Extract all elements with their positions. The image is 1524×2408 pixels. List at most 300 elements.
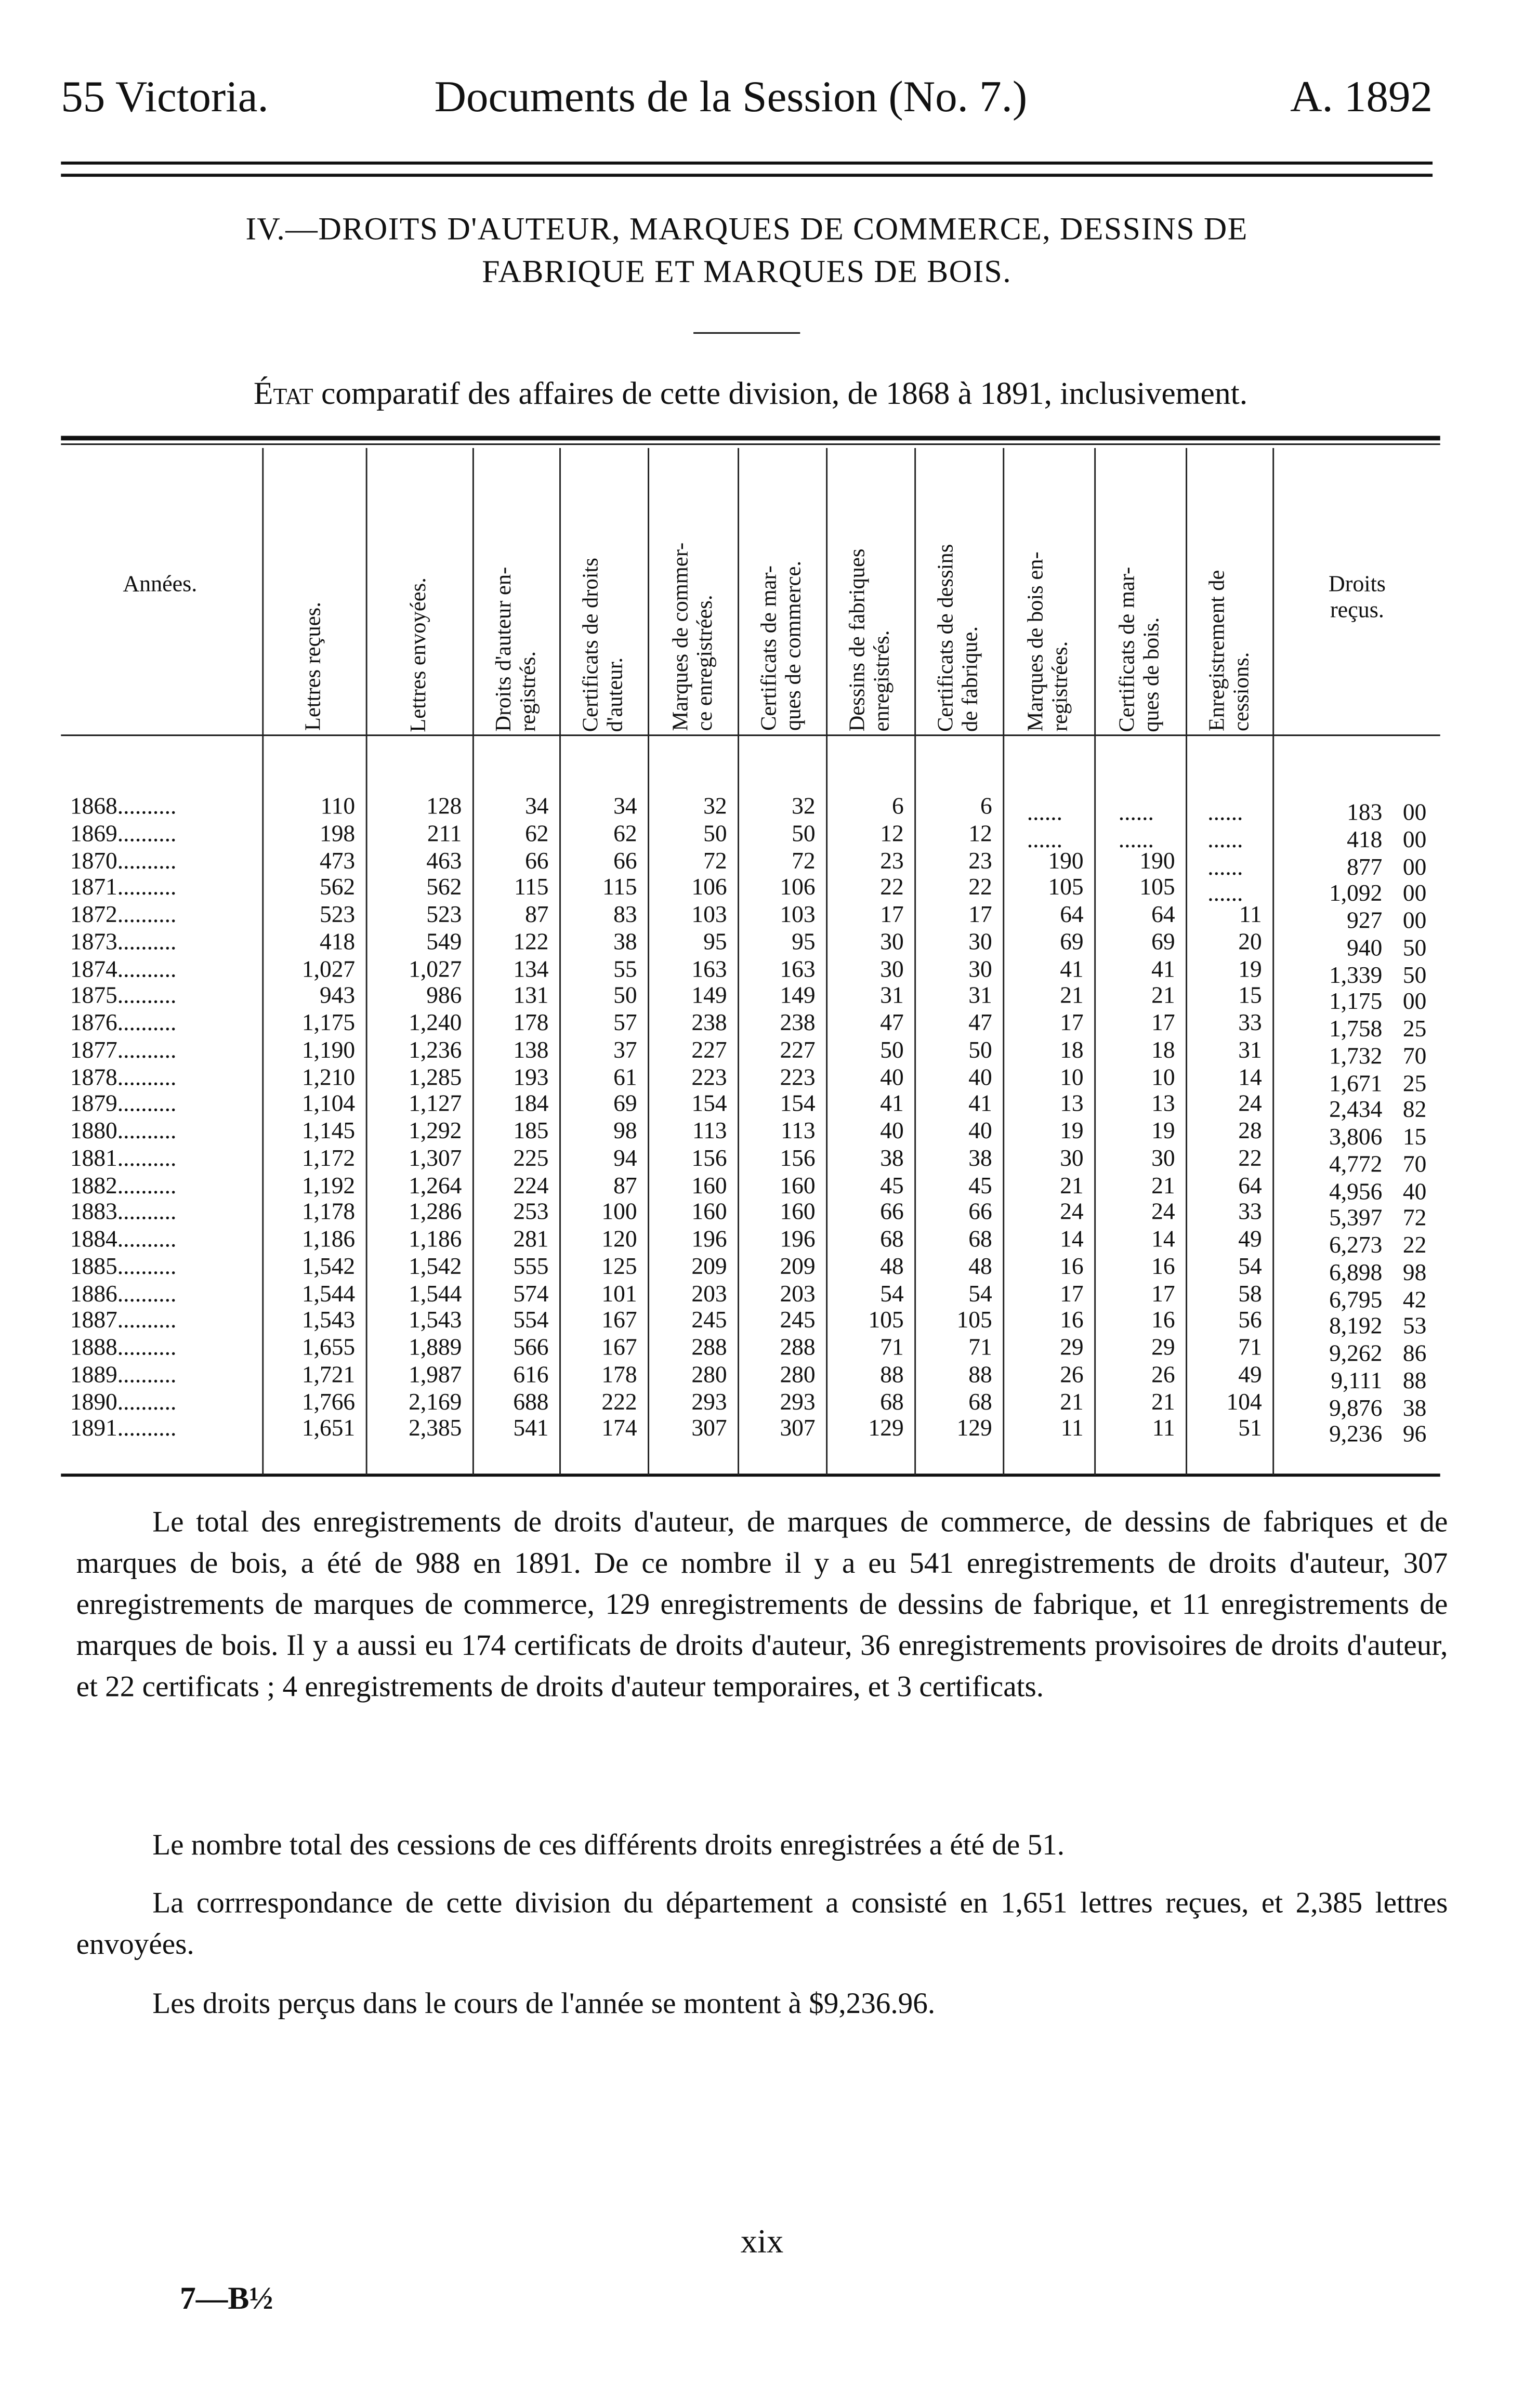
value-cell: 178 [513, 1010, 549, 1036]
fees-cents: 72 [1402, 1205, 1427, 1232]
value-cell: 41 [1060, 956, 1084, 982]
value-cell: 986 [426, 983, 462, 1009]
value-cell: 1,286 [409, 1200, 462, 1226]
value-cell: 47 [968, 1010, 992, 1036]
value-cell: 562 [426, 875, 462, 901]
value-cell: ...... [1207, 800, 1243, 826]
value-cell: 31 [968, 983, 992, 1009]
column-header [738, 451, 826, 731]
table-row [61, 848, 1440, 880]
paragraph-correspondence [76, 1884, 1448, 1966]
column-header-line: Certificats de droits [579, 557, 604, 732]
value-cell: 66 [613, 848, 637, 874]
value-cell: 13 [1151, 1091, 1175, 1117]
paragraph-cessions-text: Le nombre total des cessions de ces différents droits enregistrées a été de 51. [152, 1830, 1065, 1862]
value-cell: 87 [613, 1173, 637, 1199]
fees-dollars: 2,434 [1329, 1097, 1383, 1124]
year-value: 1883 [70, 1200, 117, 1226]
value-cell: 38 [613, 929, 637, 955]
column-header-line: Certificats de mar- [757, 566, 782, 732]
table-row [61, 1416, 1440, 1449]
column-header-line: Marques de bois en- [1024, 551, 1049, 732]
value-cell: 227 [780, 1037, 816, 1063]
value-cell: 566 [513, 1335, 549, 1361]
column-header-label [302, 594, 326, 731]
value-cell: 280 [780, 1362, 816, 1388]
value-cell: 113 [781, 1119, 816, 1144]
value-cell: 1,307 [409, 1146, 462, 1172]
value-cell: 17 [968, 902, 992, 928]
value-cell: 293 [691, 1389, 727, 1415]
value-cell: 1,721 [301, 1362, 356, 1388]
value-cell: 6 [980, 794, 992, 820]
value-cell: 69 [613, 1091, 637, 1117]
table-row [61, 1335, 1440, 1367]
value-cell: 47 [880, 1010, 904, 1036]
table-row [61, 1146, 1440, 1178]
fees-cents: 00 [1402, 800, 1427, 826]
year-cell: 1887.......... [70, 1308, 177, 1334]
year-cell: 1875.......... [70, 983, 177, 1009]
value-cell: 69 [1151, 929, 1175, 955]
value-cell: ...... [1118, 800, 1154, 826]
fees-cents: 98 [1402, 1260, 1427, 1286]
column-header-line: ce enregistrées. [692, 595, 717, 732]
fees-cents: 00 [1402, 881, 1427, 907]
value-cell: 418 [319, 929, 356, 955]
column-header-line: ques de commerce. [782, 561, 807, 732]
column-header [1186, 451, 1272, 731]
column-header-label [757, 552, 806, 732]
value-cell: 40 [968, 1064, 992, 1090]
value-cell: 1,104 [301, 1091, 356, 1117]
column-header-label [668, 534, 717, 731]
value-cell: 1,186 [409, 1227, 462, 1253]
value-cell: 104 [1226, 1389, 1262, 1415]
year-cell: 1891.......... [70, 1416, 177, 1442]
value-cell: 523 [426, 902, 462, 928]
value-cell: 72 [792, 848, 816, 874]
column-header [1003, 451, 1094, 731]
value-cell: 1,285 [409, 1064, 462, 1090]
value-cell: 160 [691, 1200, 727, 1226]
value-cell: 14 [1060, 1227, 1084, 1253]
value-cell: 50 [703, 821, 727, 847]
value-cell: 54 [968, 1281, 992, 1307]
table-row [61, 794, 1440, 826]
value-cell: 106 [691, 875, 727, 901]
year-value: 1885 [70, 1254, 117, 1280]
value-cell: 156 [780, 1146, 816, 1172]
value-cell: 14 [1238, 1064, 1262, 1090]
value-cell: 245 [780, 1308, 816, 1334]
title-divider [693, 332, 800, 334]
year-cell: 1886.......... [70, 1281, 177, 1307]
year-cell: 1874.......... [70, 956, 177, 982]
fees-dollars: 4,772 [1329, 1151, 1383, 1178]
value-cell: 167 [601, 1335, 637, 1361]
value-cell: 61 [613, 1064, 637, 1090]
value-cell: 160 [691, 1173, 727, 1199]
value-cell: 211 [427, 821, 462, 847]
fees-dollars: 3,806 [1329, 1124, 1383, 1151]
value-cell: ...... [1027, 800, 1062, 826]
year-cell: 1878.......... [70, 1064, 177, 1090]
value-cell: 15 [1238, 983, 1262, 1009]
value-cell: 1,175 [301, 1010, 356, 1036]
column-header-line: enregistrés. [870, 630, 895, 732]
value-cell: ...... [1118, 827, 1154, 853]
droits-header [1274, 573, 1440, 625]
table-caption [61, 375, 1440, 413]
value-cell: 12 [880, 821, 904, 847]
column-header-label [846, 540, 895, 731]
column-header-label [1115, 557, 1164, 731]
value-cell: 688 [513, 1389, 549, 1415]
table-row [61, 1389, 1440, 1422]
column-header-line: registrés. [516, 651, 541, 732]
year-cell: 1877.......... [70, 1037, 177, 1063]
value-cell: 34 [525, 794, 549, 820]
value-cell: 1,544 [301, 1281, 356, 1307]
value-cell: 113 [692, 1119, 727, 1144]
value-cell: 17 [1060, 1281, 1084, 1307]
value-cell: 68 [968, 1389, 992, 1415]
value-cell: ...... [1027, 827, 1062, 853]
value-cell: 1,027 [301, 956, 356, 982]
year-cell: 1871.......... [70, 875, 177, 901]
fees-cents: 25 [1402, 1016, 1427, 1043]
value-cell: 193 [513, 1064, 549, 1090]
page-number: xix [740, 2221, 784, 2260]
fees-dollars: 9,236 [1329, 1422, 1383, 1449]
value-cell: 209 [780, 1254, 816, 1280]
value-cell: 149 [691, 983, 727, 1009]
header-session-year: 55 Victoria. [61, 73, 269, 122]
paragraph-totals [76, 1503, 1448, 1708]
value-cell: 17 [1060, 1010, 1084, 1036]
droits-header-line2: reçus. [1330, 599, 1384, 624]
fees-cents: 70 [1402, 1151, 1427, 1178]
value-cell: 105 [1139, 875, 1175, 901]
value-cell: 198 [319, 821, 356, 847]
value-cell: 549 [426, 929, 462, 955]
value-cell: 184 [513, 1091, 549, 1117]
value-cell: 19 [1060, 1119, 1084, 1144]
value-cell: 30 [880, 956, 904, 982]
year-value: 1870 [70, 848, 117, 874]
value-cell: 31 [880, 983, 904, 1009]
value-cell: 16 [1151, 1254, 1175, 1280]
value-cell: 72 [703, 848, 727, 874]
value-cell: 160 [780, 1173, 816, 1199]
value-cell: 105 [1048, 875, 1084, 901]
column-header-line: ques de bois. [1140, 616, 1165, 732]
value-cell: 1,192 [301, 1173, 356, 1199]
fees-dollars: 418 [1347, 827, 1383, 853]
value-cell: 20 [1238, 929, 1262, 955]
value-cell: 21 [1060, 983, 1084, 1009]
year-cell: 1881.......... [70, 1146, 177, 1172]
value-cell: 1,987 [409, 1362, 462, 1388]
value-cell: 17 [1151, 1010, 1175, 1036]
value-cell: 40 [880, 1119, 904, 1144]
value-cell: 19 [1238, 956, 1262, 982]
fees-cents: 88 [1402, 1368, 1427, 1394]
value-cell: 23 [968, 848, 992, 874]
fees-dollars: 9,111 [1331, 1368, 1383, 1394]
fees-cents: 50 [1402, 962, 1427, 989]
value-cell: 50 [792, 821, 816, 847]
year-cell: 1882.......... [70, 1173, 177, 1199]
value-cell: 554 [513, 1308, 549, 1334]
year-value: 1874 [70, 956, 117, 982]
value-cell: 105 [956, 1308, 992, 1334]
fees-cents: 42 [1402, 1287, 1427, 1313]
section-title-line1: IV.—DROITS D'AUTEUR, MARQUES DE COMMERCE, DESSINS DE [245, 210, 1248, 247]
value-cell: 224 [513, 1173, 549, 1199]
value-cell: 41 [880, 1091, 904, 1117]
value-cell: 24 [1060, 1200, 1084, 1226]
value-cell: 64 [1238, 1173, 1262, 1199]
value-cell: 125 [601, 1254, 637, 1280]
value-cell: 101 [601, 1281, 637, 1307]
value-cell: 21 [1060, 1389, 1084, 1415]
paragraph-totals-text: Le total des enregistrements de droits d'auteur, de marques de commerce, de dessins de fabriques et de marques de bois, a été de 988 en 1891. De ce nombre il y a eu 541 enregistrements de droits d'auteur, 307 enregistrements de marques de commerce, 129 enregistrements de dessins de fabrique, et 11 enregistrements de marques de bois. Il y a aussi eu 174 certificats de droits d'auteur, 36 enregistrements provisoires de droits d'auteur, et 22 certificats ; 4 enregistrements de droits d'auteur temporaires, et 3 certificats. [76, 1507, 1448, 1704]
value-cell: 40 [968, 1119, 992, 1144]
paragraph-fees [76, 1984, 1448, 2025]
fees-dollars: 6,898 [1329, 1260, 1383, 1286]
year-cell: 1879.......... [70, 1091, 177, 1117]
column-header-line: Dessins de fabriques [846, 548, 871, 732]
value-cell: 129 [868, 1416, 904, 1442]
value-cell: 616 [513, 1362, 549, 1388]
table-row [61, 902, 1440, 935]
years-header: Années. [123, 573, 198, 598]
value-cell: 54 [1238, 1254, 1262, 1280]
value-cell: 2,169 [409, 1389, 462, 1415]
value-cell: 154 [780, 1091, 816, 1117]
value-cell: 31 [1238, 1037, 1262, 1063]
droits-header-line1: Droits [1328, 573, 1386, 598]
value-cell: 149 [780, 983, 816, 1009]
value-cell: 26 [1151, 1362, 1175, 1388]
value-cell: 26 [1060, 1362, 1084, 1388]
column-header-line: d'auteur. [603, 656, 628, 732]
year-value: 1872 [70, 902, 117, 928]
fees-cents: 82 [1402, 1097, 1427, 1124]
paragraph-correspondence-text: La corrrespondance de cette division du département a consisté en 1,651 lettres reçues, et 2,385 lettres envoyées. [76, 1888, 1448, 1962]
value-cell: 238 [780, 1010, 816, 1036]
table-row [61, 983, 1440, 1016]
value-cell: 523 [319, 902, 356, 928]
printer-signature: 7—B½ [179, 2280, 273, 2317]
value-cell: 1,178 [301, 1200, 356, 1226]
value-cell: 281 [513, 1227, 549, 1253]
column-header-line: de fabrique. [958, 626, 983, 732]
value-cell: 1,240 [409, 1010, 462, 1036]
value-cell: 115 [602, 875, 637, 901]
value-cell: 45 [968, 1173, 992, 1199]
value-cell: 1,543 [301, 1308, 356, 1334]
value-cell: 54 [880, 1281, 904, 1307]
value-cell: 24 [1151, 1200, 1175, 1226]
table-row [61, 1119, 1440, 1151]
value-cell: 32 [703, 794, 727, 820]
fees-dollars: 9,262 [1329, 1341, 1383, 1367]
value-cell: 106 [780, 875, 816, 901]
fees-dollars: 1,732 [1329, 1043, 1383, 1070]
value-cell: 463 [426, 848, 462, 874]
table-row [61, 1254, 1440, 1286]
column-header [1094, 451, 1186, 731]
value-cell: 163 [780, 956, 816, 982]
fees-cents: 38 [1402, 1395, 1427, 1422]
value-cell: 203 [780, 1281, 816, 1307]
year-cell: 1885.......... [70, 1254, 177, 1280]
value-cell: 68 [880, 1227, 904, 1253]
fees-dollars: 1,092 [1329, 881, 1383, 907]
value-cell: 16 [1060, 1254, 1084, 1280]
value-cell: 11 [1060, 1416, 1084, 1442]
year-value: 1880 [70, 1119, 117, 1144]
year-value: 1871 [70, 875, 117, 901]
year-cell: 1883.......... [70, 1200, 177, 1226]
fees-cents: 86 [1402, 1341, 1427, 1367]
header-rule-top [61, 162, 1433, 164]
fees-cents: 70 [1402, 1043, 1427, 1070]
value-cell: 943 [319, 983, 356, 1009]
value-cell: 1,172 [301, 1146, 356, 1172]
value-cell: 51 [1238, 1416, 1262, 1442]
value-cell: 100 [601, 1200, 637, 1226]
value-cell: 30 [968, 956, 992, 982]
table-row [61, 1091, 1440, 1124]
column-header [914, 451, 1003, 731]
paragraph-cessions [76, 1826, 1448, 1867]
column-header [472, 451, 559, 731]
value-cell: 203 [691, 1281, 727, 1307]
fees-cents: 25 [1402, 1070, 1427, 1097]
year-value: 1888 [70, 1335, 117, 1361]
value-cell: 154 [691, 1091, 727, 1117]
value-cell: 555 [513, 1254, 549, 1280]
value-cell: 1,264 [409, 1173, 462, 1199]
year-value: 1869 [70, 821, 117, 847]
value-cell: 227 [691, 1037, 727, 1063]
value-cell: 307 [691, 1416, 727, 1442]
value-cell: 293 [780, 1389, 816, 1415]
value-cell: 21 [1151, 1173, 1175, 1199]
value-cell: 1,655 [301, 1335, 356, 1361]
value-cell: 28 [1238, 1119, 1262, 1144]
value-cell: 12 [968, 821, 992, 847]
year-cell: 1880.......... [70, 1119, 177, 1144]
value-cell: 66 [880, 1200, 904, 1226]
year-value: 1875 [70, 983, 117, 1009]
value-cell: 23 [880, 848, 904, 874]
value-cell: 18 [1060, 1037, 1084, 1063]
header-rule-bottom [61, 174, 1433, 176]
value-cell: ...... [1207, 827, 1243, 853]
year-cell: 1890.......... [70, 1389, 177, 1415]
value-cell: 33 [1238, 1010, 1262, 1036]
value-cell: 17 [1151, 1281, 1175, 1307]
year-value: 1876 [70, 1010, 117, 1036]
value-cell: 120 [601, 1227, 637, 1253]
value-cell: 128 [426, 794, 462, 820]
value-cell: 50 [880, 1037, 904, 1063]
value-cell: 30 [968, 929, 992, 955]
value-cell: 95 [792, 929, 816, 955]
year-value: 1889 [70, 1362, 117, 1388]
value-cell: 16 [1060, 1308, 1084, 1334]
table-row [61, 1362, 1440, 1394]
value-cell: 48 [968, 1254, 992, 1280]
fees-dollars: 5,397 [1329, 1205, 1383, 1232]
year-value: 1868 [70, 794, 117, 820]
value-cell: 19 [1151, 1119, 1175, 1144]
column-header-label [579, 548, 628, 731]
value-cell: 178 [601, 1362, 637, 1388]
value-cell: 38 [880, 1146, 904, 1172]
value-cell: 71 [880, 1335, 904, 1361]
year-value: 1891 [70, 1416, 117, 1442]
column-header-line: Lettres reçues. [301, 602, 326, 732]
fees-dollars: 1,758 [1329, 1016, 1383, 1043]
value-cell: 95 [703, 929, 727, 955]
fees-dollars: 9,876 [1329, 1395, 1383, 1422]
value-cell: 68 [968, 1227, 992, 1253]
value-cell: 94 [613, 1146, 637, 1172]
value-cell: 87 [525, 902, 549, 928]
value-cell: 18 [1151, 1037, 1175, 1063]
value-cell: 22 [1238, 1146, 1262, 1172]
column-header-label [492, 558, 541, 732]
fees-dollars: 1,175 [1329, 989, 1383, 1016]
column-header-line: Certificats de mar- [1115, 566, 1140, 732]
column-header-label [934, 534, 983, 731]
value-cell: 110 [320, 794, 356, 820]
value-cell: 196 [780, 1227, 816, 1253]
year-value: 1882 [70, 1173, 117, 1199]
year-cell: 1873.......... [70, 929, 177, 955]
value-cell: 574 [513, 1281, 549, 1307]
table-row [61, 1173, 1440, 1205]
value-cell: 88 [880, 1362, 904, 1388]
value-cell: 103 [691, 902, 727, 928]
fees-dollars: 877 [1347, 854, 1383, 880]
fees-dollars: 4,956 [1329, 1178, 1383, 1205]
value-cell: 196 [691, 1227, 727, 1253]
column-header-line: Certificats de dessins [934, 544, 959, 732]
fees-dollars: 1,339 [1329, 962, 1383, 989]
column-header [826, 451, 914, 731]
value-cell: 6 [891, 794, 904, 820]
fees-cents: 40 [1402, 1178, 1427, 1205]
value-cell: ...... [1207, 854, 1243, 880]
value-cell: 131 [513, 983, 549, 1009]
year-cell: 1889.......... [70, 1362, 177, 1388]
fees-cents: 53 [1402, 1314, 1427, 1340]
year-cell: 1868.......... [70, 794, 177, 820]
value-cell: 156 [691, 1146, 727, 1172]
value-cell: 2,385 [409, 1416, 462, 1442]
column-header-line: cessions. [1229, 652, 1254, 732]
table-row [61, 1037, 1440, 1070]
value-cell: 64 [1060, 902, 1084, 928]
value-cell: 1,889 [409, 1335, 462, 1361]
